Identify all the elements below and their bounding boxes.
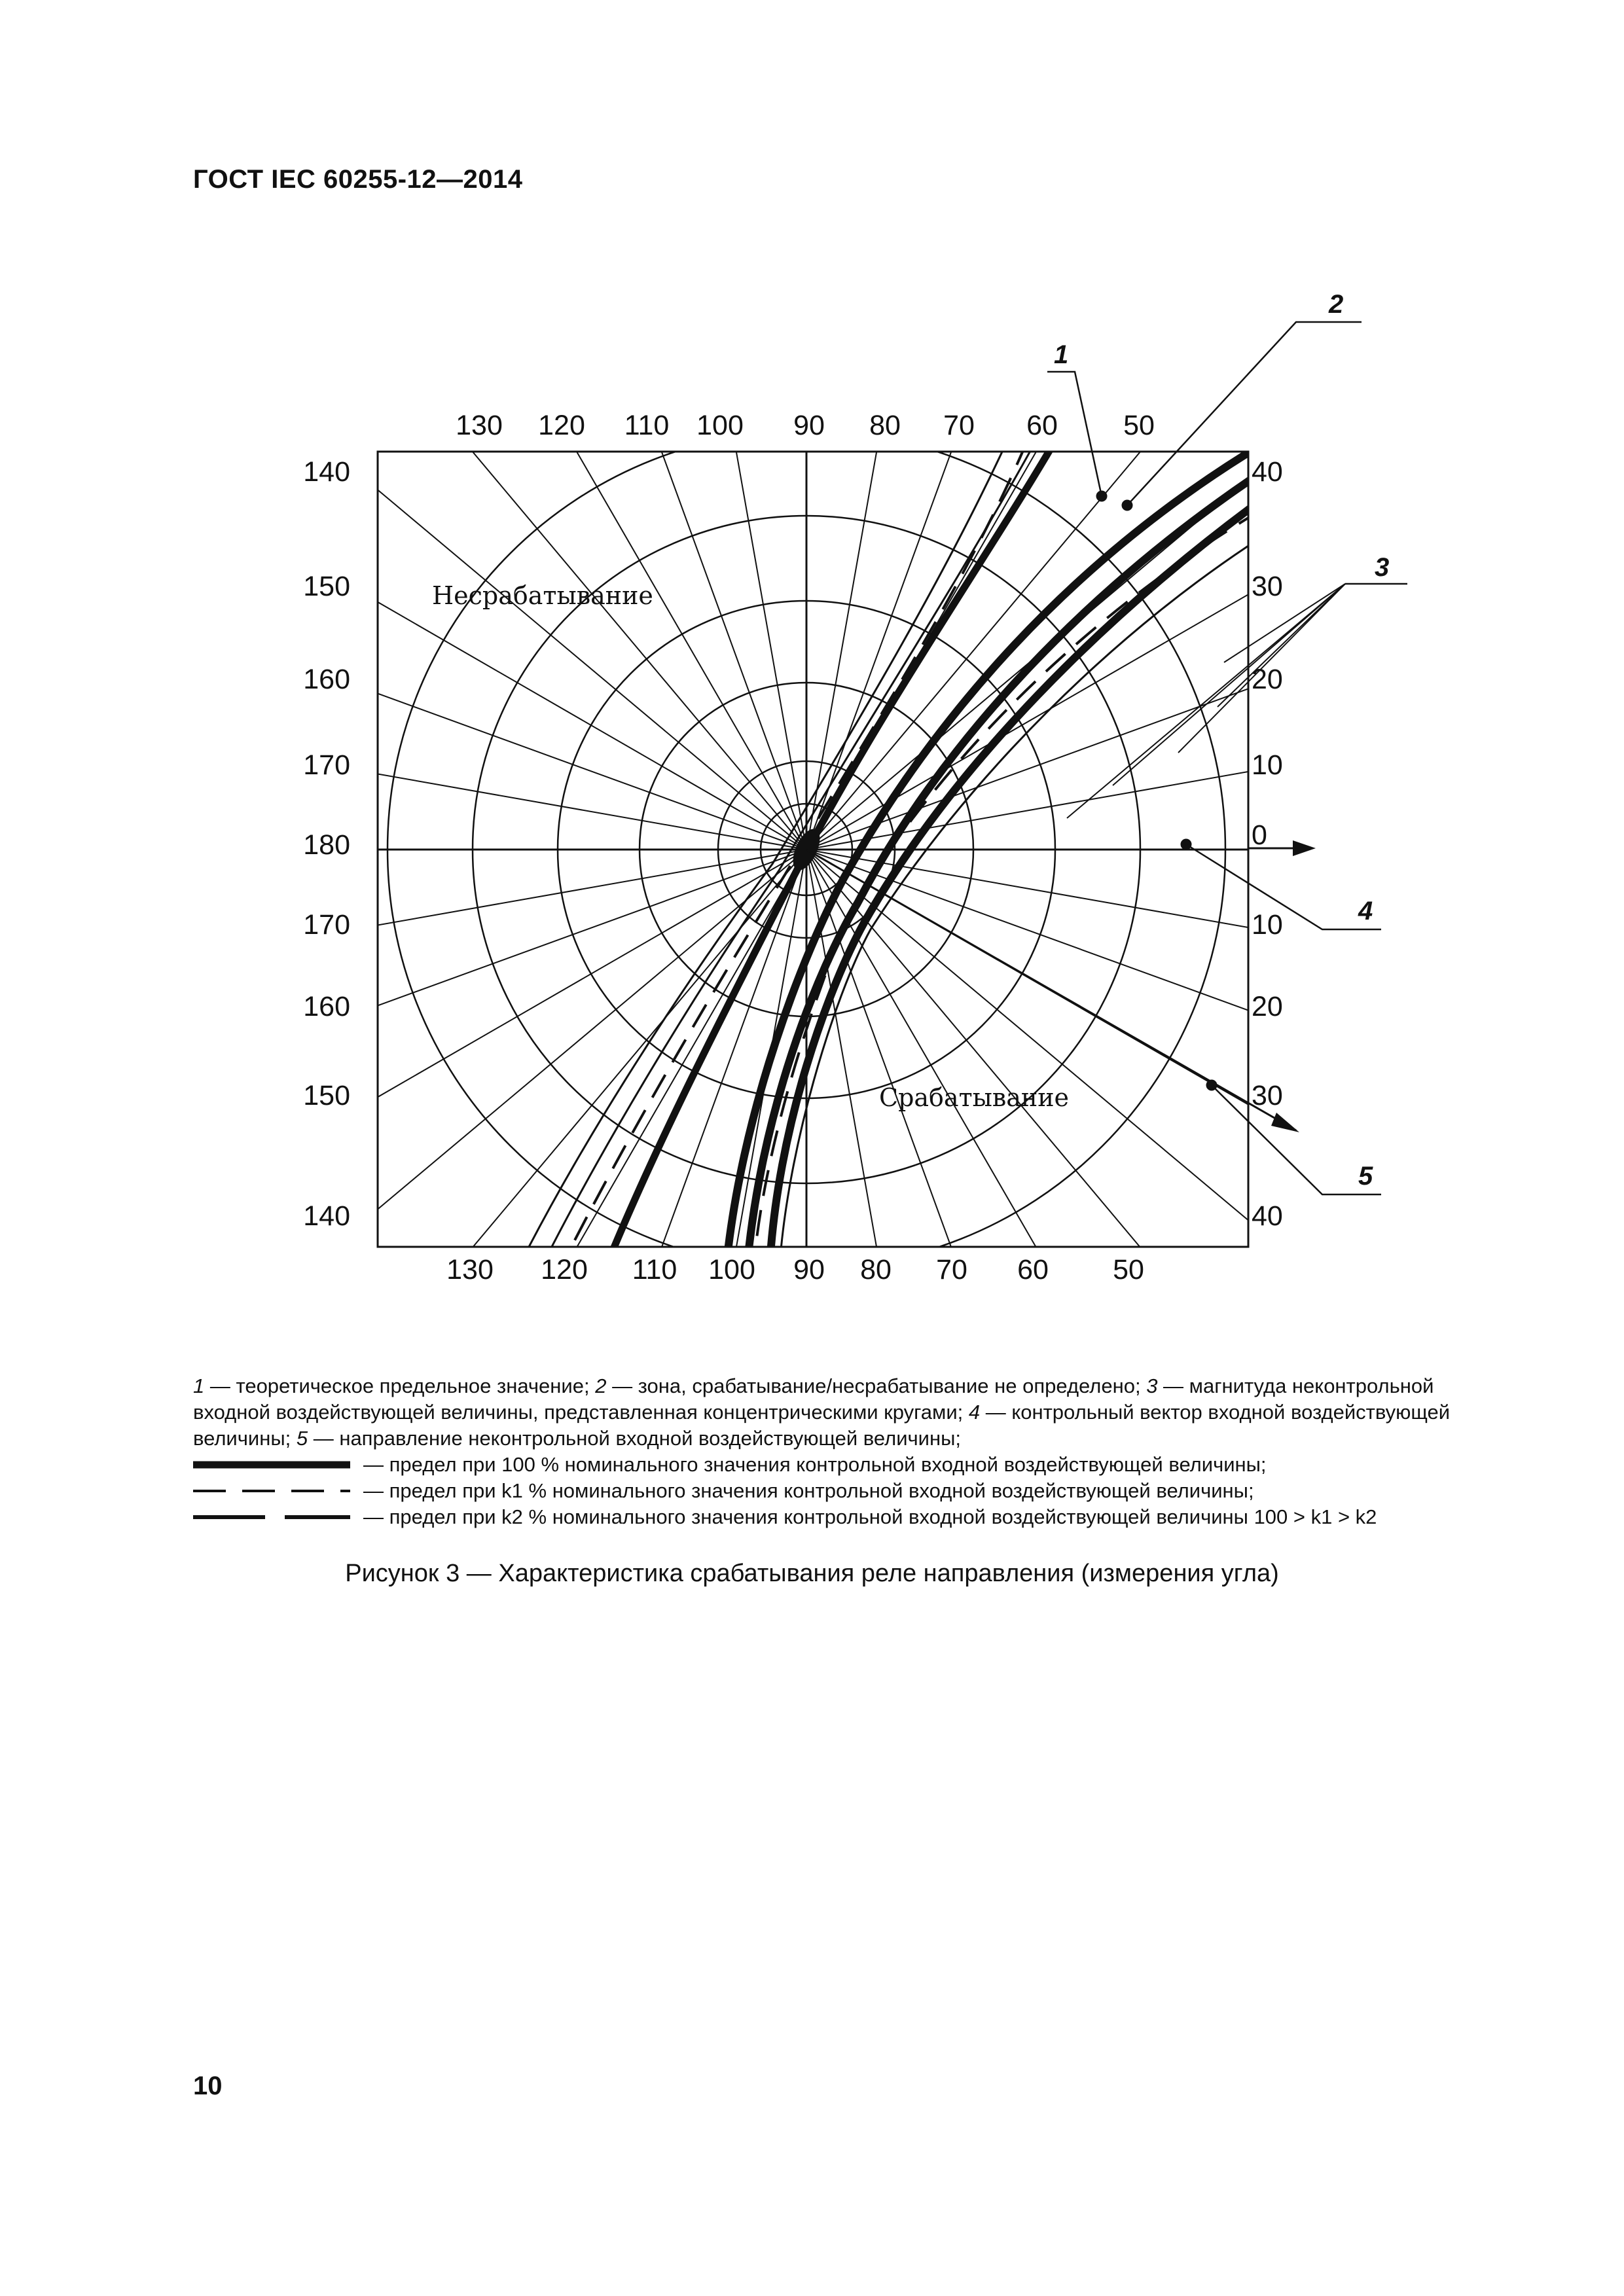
angle-line-170	[0, 691, 806, 850]
left-angle-label: 150	[303, 1080, 350, 1111]
angle-line-40	[806, 260, 1508, 850]
right-angle-label: 30	[1252, 571, 1283, 602]
angle-line-340	[806, 850, 1624, 1163]
legend-text-1: — теоретическое предельное значение;	[204, 1374, 596, 1397]
angle-line-210	[13, 850, 806, 1308]
right-angle-label: 40	[1252, 456, 1283, 488]
bottom-angle-label: 70	[936, 1254, 967, 1285]
limit-k2-curve	[779, 524, 1283, 1276]
angle-line-350	[806, 850, 1624, 1009]
left-angle-label: 170	[303, 749, 350, 781]
bottom-angle-label: 120	[541, 1254, 588, 1285]
top-angle-label: 130	[456, 410, 503, 441]
top-angle-label: 110	[624, 410, 670, 441]
top-angle-label: 80	[869, 410, 901, 441]
bottom-angle-label: 60	[1017, 1254, 1049, 1285]
left-angle-label: 140	[303, 1200, 350, 1232]
right-angle-label: 30	[1252, 1080, 1283, 1111]
right-angle-label: 0	[1252, 819, 1267, 851]
legend-row-dashed	[193, 1478, 1476, 1504]
top-angle-label: 90	[793, 410, 825, 441]
legend-label-solid: — предел при 100 % номинального значения контрольной входной воздействующей величины;	[363, 1453, 1267, 1476]
left-angle-label: 180	[303, 829, 350, 861]
left-angle-label: 160	[303, 991, 350, 1022]
direction-5-arrowhead	[1271, 1113, 1299, 1132]
angle-line-130	[217, 148, 806, 850]
left-angle-label: 160	[303, 664, 350, 695]
leader-3-5	[1224, 584, 1345, 662]
legend-num-3: 3	[1146, 1374, 1158, 1397]
leader-2	[1127, 322, 1362, 505]
callout-number-2: 2	[1329, 290, 1344, 319]
legend-label-longdash: — предел при k2 % номинального значения контрольной входной воздействующей величины 100 > k1 > k2	[363, 1505, 1377, 1528]
legend-swatch-dashed	[193, 1484, 350, 1498]
bottom-angle-label: 100	[708, 1254, 755, 1285]
bottom-angle-label: 130	[446, 1254, 494, 1285]
top-angle-label: 70	[943, 410, 975, 441]
legend-row-solid	[193, 1452, 1476, 1478]
reference-axis-arrowhead	[1293, 840, 1316, 856]
right-angle-label: 10	[1252, 749, 1283, 781]
legend-text-3: — магнитуда неконтрольной входной воздействующей величины, представленная концентрическими кругами;	[193, 1374, 1434, 1424]
angle-line-190	[0, 850, 806, 1009]
callout-number-3: 3	[1375, 553, 1390, 582]
callout-number-5: 5	[1358, 1162, 1373, 1191]
left-angle-label: 150	[303, 571, 350, 602]
leader-3-3	[1113, 584, 1345, 785]
legend-swatch-longdash	[193, 1511, 350, 1524]
top-angle-label: 100	[696, 410, 744, 441]
bottom-angle-label: 110	[632, 1254, 677, 1285]
top-angle-label: 60	[1026, 410, 1058, 441]
callout-number-4: 4	[1358, 897, 1373, 925]
angle-line-150	[13, 391, 806, 850]
left-angle-label: 170	[303, 909, 350, 941]
legend-num-2: 2	[595, 1374, 607, 1397]
bottom-angle-label: 90	[793, 1254, 825, 1285]
top-angle-label: 120	[538, 410, 585, 441]
legend-text-4: — контрольный вектор входной воздействующей величины;	[193, 1401, 1451, 1450]
bottom-angle-label: 80	[860, 1254, 892, 1285]
document-header: ГОСТ IEC 60255-12—2014	[193, 165, 523, 194]
angle-line-30	[806, 391, 1600, 850]
legend-text-5: — направление неконтрольной входной воздействующей величины;	[308, 1427, 962, 1450]
legend-description	[193, 1373, 1476, 1452]
right-angle-label: 10	[1252, 909, 1283, 941]
legend-num-1: 1	[193, 1374, 205, 1397]
angle-line-140	[105, 260, 806, 850]
legend-text-2: — зона, срабатывание/несрабатывание не определено;	[606, 1374, 1147, 1397]
leader-5	[1212, 1085, 1381, 1194]
right-angle-label: 20	[1252, 991, 1283, 1022]
bottom-angle-label: 50	[1113, 1254, 1144, 1285]
leader-3-2	[1178, 584, 1345, 753]
angle-line-160	[0, 536, 806, 850]
right-angle-label: 20	[1252, 664, 1283, 695]
leader-4	[1186, 844, 1381, 929]
region-label-no-operate: Несрабатывание	[432, 581, 653, 610]
angle-line-120	[348, 56, 806, 850]
right-angle-label: 40	[1252, 1200, 1283, 1232]
legend-num-4: 4	[968, 1401, 981, 1424]
region-label-operate: Срабатывание	[879, 1083, 1070, 1112]
left-angle-label: 140	[303, 456, 350, 488]
legend-row-longdash	[193, 1504, 1476, 1530]
callout-number-1: 1	[1054, 340, 1069, 369]
figure-caption: Рисунок 3 — Характеристика срабатывания реле направления (измерения угла)	[345, 1560, 1279, 1587]
top-angle-label: 50	[1123, 410, 1155, 441]
legend-num-5: 5	[296, 1427, 308, 1450]
legend-swatch-solid	[193, 1458, 350, 1471]
page-number: 10	[193, 2072, 223, 2100]
angle-line-200	[0, 850, 806, 1163]
figure-legend	[193, 1373, 1476, 1530]
legend-label-dashed: — предел при k1 % номинального значения контрольной входной воздействующей величины;	[363, 1479, 1254, 1502]
